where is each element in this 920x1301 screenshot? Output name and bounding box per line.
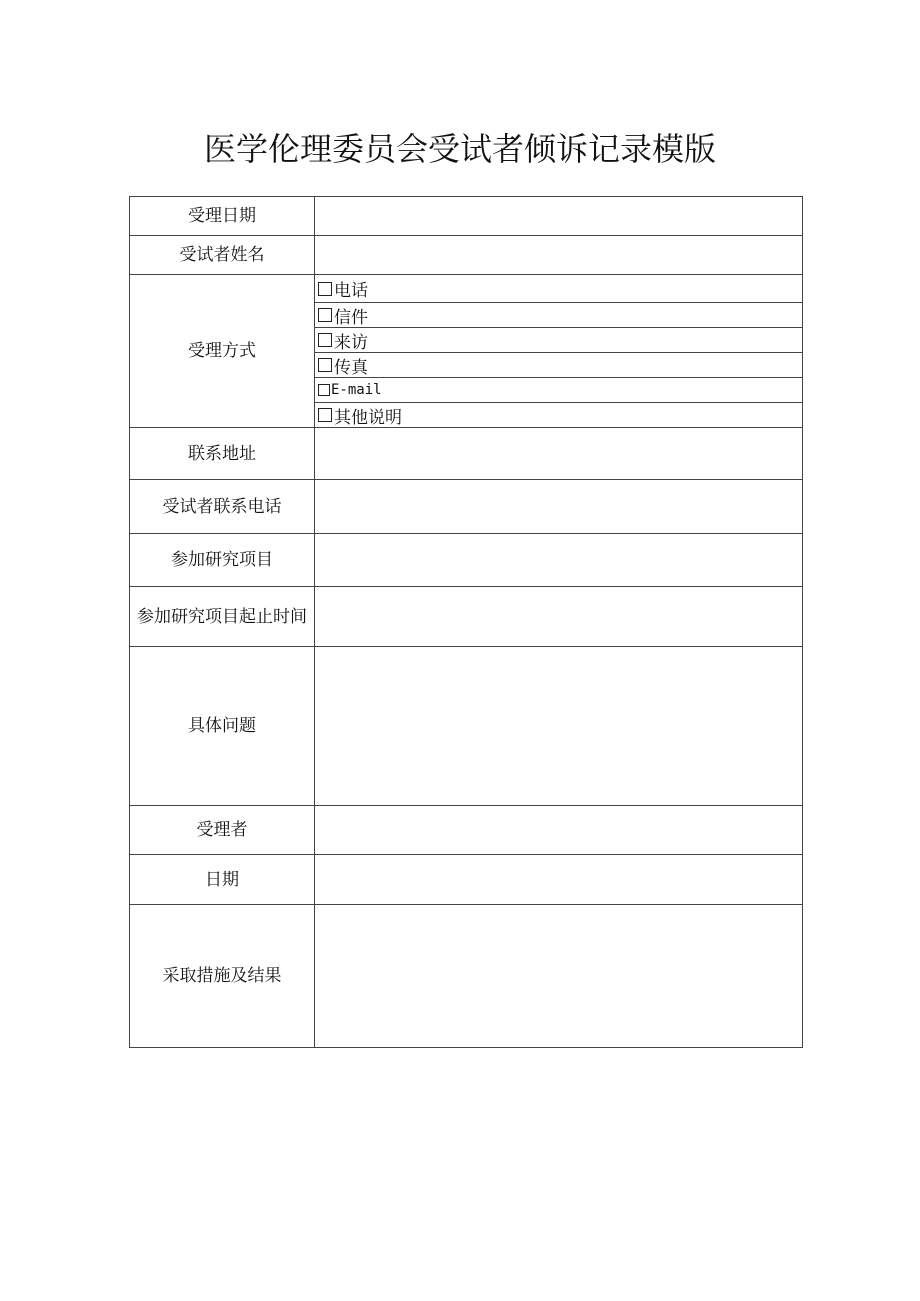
form-row-address bbox=[130, 428, 803, 480]
checkbox-icon[interactable] bbox=[318, 308, 332, 322]
accept-date-field[interactable] bbox=[315, 197, 803, 236]
subject-name-label: 受试者姓名 bbox=[130, 236, 315, 275]
subject-name-field[interactable] bbox=[315, 236, 803, 275]
phone-label: 受试者联系电话 bbox=[130, 480, 315, 534]
option-fax-label: 传真 bbox=[334, 357, 368, 378]
option-other[interactable] bbox=[315, 403, 802, 427]
receiver-label: 受理者 bbox=[130, 806, 315, 855]
option-phone-label: 电话 bbox=[334, 281, 368, 301]
method-options bbox=[315, 275, 803, 428]
form-row-accept-date bbox=[130, 197, 803, 236]
checkbox-icon[interactable] bbox=[318, 333, 332, 347]
date-field[interactable] bbox=[315, 855, 803, 905]
project-period-label: 参加研究项目起止时间 bbox=[130, 587, 315, 647]
option-email[interactable] bbox=[315, 378, 802, 403]
receiver-field[interactable] bbox=[315, 806, 803, 855]
issue-field[interactable] bbox=[315, 647, 803, 806]
form-row-measures bbox=[130, 905, 803, 1048]
option-phone[interactable] bbox=[315, 275, 802, 303]
date-label: 日期 bbox=[130, 855, 315, 905]
option-visit-label: 来访 bbox=[334, 332, 368, 353]
checkbox-icon[interactable] bbox=[318, 358, 332, 372]
project-field[interactable] bbox=[315, 534, 803, 587]
method-label: 受理方式 bbox=[130, 275, 315, 428]
checkbox-icon[interactable] bbox=[318, 282, 332, 296]
option-visit[interactable] bbox=[315, 328, 802, 353]
option-letter-label: 信件 bbox=[334, 307, 368, 328]
form-row-project bbox=[130, 534, 803, 587]
form-row-date bbox=[130, 855, 803, 905]
issue-label: 具体问题 bbox=[130, 647, 315, 806]
measures-field[interactable] bbox=[315, 905, 803, 1048]
measures-label: 采取措施及结果 bbox=[130, 905, 315, 1048]
complaint-record-form bbox=[129, 196, 803, 1048]
form-row-receiver bbox=[130, 806, 803, 855]
accept-date-label: 受理日期 bbox=[130, 197, 315, 236]
checkbox-icon[interactable] bbox=[318, 408, 332, 422]
form-row-issue bbox=[130, 647, 803, 806]
checkbox-icon[interactable] bbox=[318, 384, 330, 396]
form-row-project-period bbox=[130, 587, 803, 647]
project-period-field[interactable] bbox=[315, 587, 803, 647]
page-title: 医学伦理委员会受试者倾诉记录模版 bbox=[203, 130, 716, 168]
form-row-subject-name bbox=[130, 236, 803, 275]
form-row-phone bbox=[130, 480, 803, 534]
option-email-label: E-mail bbox=[331, 382, 382, 398]
option-letter[interactable] bbox=[315, 303, 802, 328]
phone-field[interactable] bbox=[315, 480, 803, 534]
form-row-method bbox=[130, 275, 803, 428]
address-field[interactable] bbox=[315, 428, 803, 480]
option-other-label: 其他说明 bbox=[334, 407, 402, 427]
address-label: 联系地址 bbox=[130, 428, 315, 480]
project-label: 参加研究项目 bbox=[130, 534, 315, 587]
option-fax[interactable] bbox=[315, 353, 802, 378]
